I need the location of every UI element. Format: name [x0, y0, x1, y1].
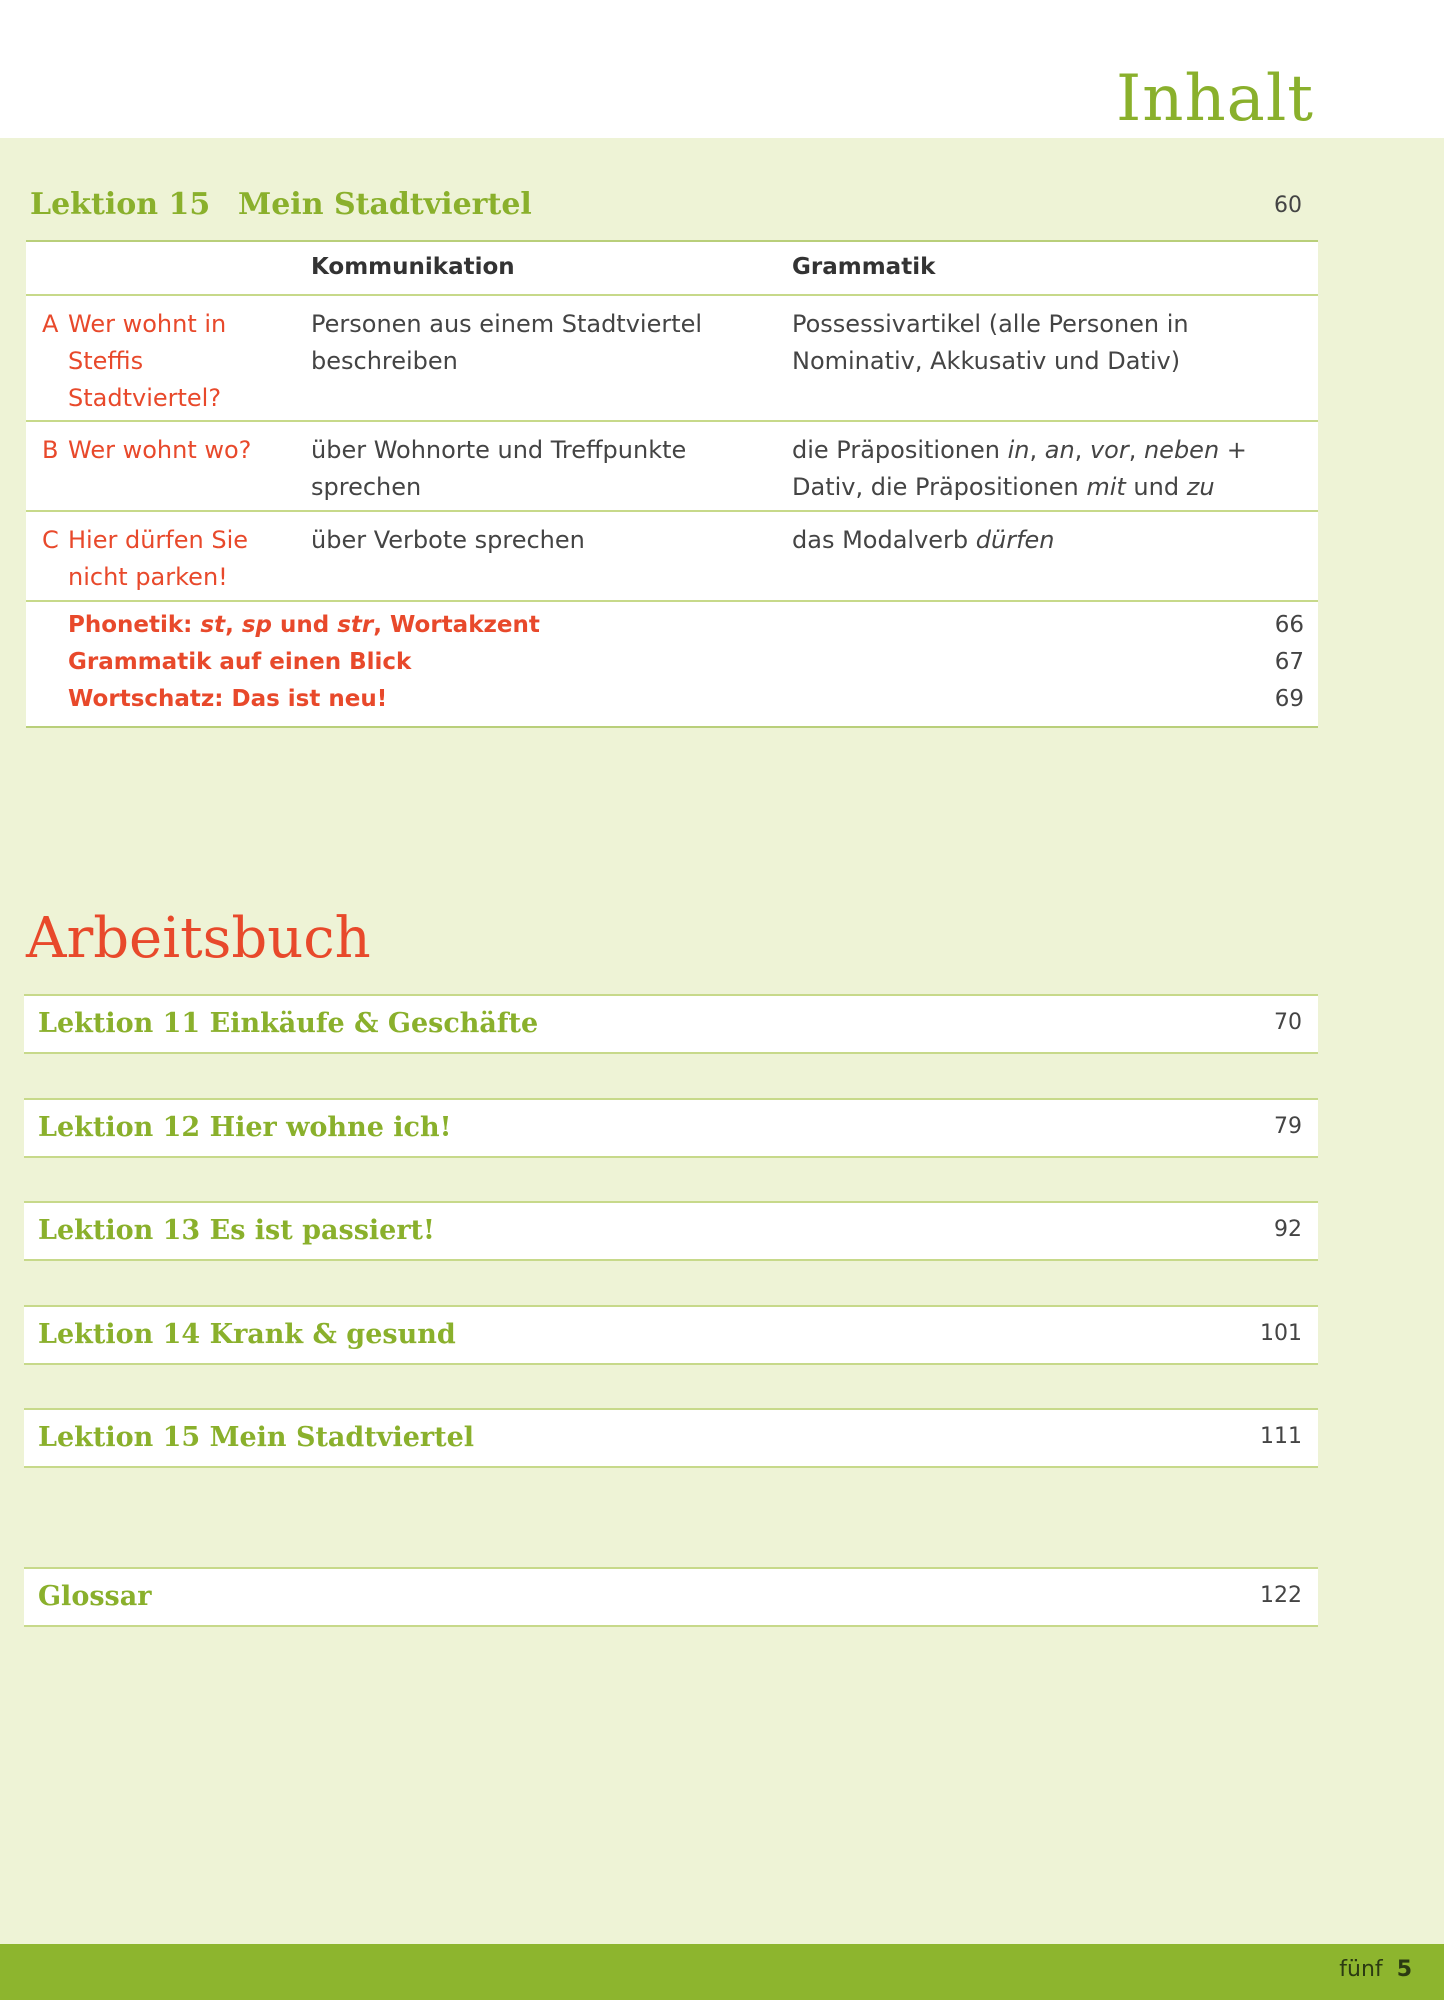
section-letter: C — [42, 526, 59, 554]
kommunikation-text: über Wohnorte und Treffpunkte sprechen — [311, 436, 687, 501]
extra-grammatik[interactable]: Grammatik auf einen Blick — [68, 649, 412, 675]
toc-item-label: Lektion 15 Mein Stadtviertel — [38, 1422, 475, 1453]
lesson-table — [26, 240, 1318, 728]
grammatik-text: die Präpositionen in, an, vor, neben + Dativ, die Präpositionen mit und zu — [792, 436, 1247, 501]
table-header-row — [26, 242, 1318, 296]
toc-item-label: Lektion 14 Krank & gesund — [38, 1319, 456, 1350]
toc-item[interactable] — [24, 994, 1318, 1054]
section-title[interactable]: Wer wohnt wo? — [68, 436, 252, 464]
toc-item-page: 111 — [1260, 1424, 1302, 1449]
extra-page: 66 — [1274, 612, 1304, 638]
toc-item[interactable] — [24, 1201, 1318, 1261]
toc-item-page: 101 — [1260, 1321, 1302, 1346]
extra-page: 67 — [1274, 649, 1304, 675]
extra-phonetik[interactable]: Phonetik: st, sp und str, Wortakzent — [68, 612, 540, 638]
grammatik-text: das Modalverb dürfen — [792, 526, 1055, 554]
toc-item-page: 70 — [1274, 1010, 1302, 1035]
lesson-name: Mein Stadtviertel — [238, 187, 532, 222]
extra-page: 69 — [1274, 686, 1304, 712]
table-row — [26, 512, 1318, 602]
extra-wortschatz[interactable]: Wortschatz: Das ist neu! — [68, 686, 388, 712]
toc-item-label: Lektion 11 Einkäufe & Geschäfte — [38, 1008, 539, 1039]
toc-item[interactable] — [24, 1305, 1318, 1365]
table-row — [26, 422, 1318, 512]
section-letter: A — [42, 310, 59, 338]
section-letter: B — [42, 436, 59, 464]
page-number: 5 — [1396, 1957, 1412, 1982]
toc-item-label: Glossar — [38, 1581, 152, 1612]
page-title: Inhalt — [1115, 62, 1314, 136]
toc-item-label: Lektion 12 Hier wohne ich! — [38, 1112, 452, 1143]
col-header-kommunikation: Kommunikation — [311, 254, 515, 280]
kommunikation-text: über Verbote sprechen — [311, 526, 585, 554]
toc-item-page: 122 — [1260, 1583, 1302, 1608]
toc-item-label: Lektion 13 Es ist passiert! — [38, 1215, 435, 1246]
arbeitsbuch-title: Arbeitsbuch — [26, 906, 371, 971]
col-header-grammatik: Grammatik — [792, 254, 936, 280]
kommunikation-text: Personen aus einem Stadtviertel beschreiben — [311, 310, 703, 375]
toc-item[interactable] — [24, 1408, 1318, 1468]
lesson-number: Lektion 15 — [30, 187, 211, 222]
toc-item-page: 92 — [1274, 1217, 1302, 1242]
grammatik-text: Possessivartikel (alle Personen in Nominativ, Akkusativ und Dativ) — [792, 310, 1189, 375]
page-number-word: fünf — [1339, 1957, 1383, 1982]
section-title[interactable]: Hier dürfen Sie nicht parken! — [68, 526, 249, 591]
table-row — [26, 296, 1318, 422]
footer-bar — [0, 1944, 1444, 2000]
toc-item-glossar[interactable] — [24, 1567, 1318, 1627]
lesson-header — [30, 183, 1318, 233]
page-number-footer — [1339, 1957, 1412, 1982]
lesson-page: 60 — [1274, 193, 1302, 218]
table-extras-row — [26, 602, 1318, 726]
toc-item[interactable] — [24, 1098, 1318, 1158]
toc-item-page: 79 — [1274, 1114, 1302, 1139]
section-title[interactable]: Wer wohnt in Steffis Stadtviertel? — [68, 310, 227, 412]
